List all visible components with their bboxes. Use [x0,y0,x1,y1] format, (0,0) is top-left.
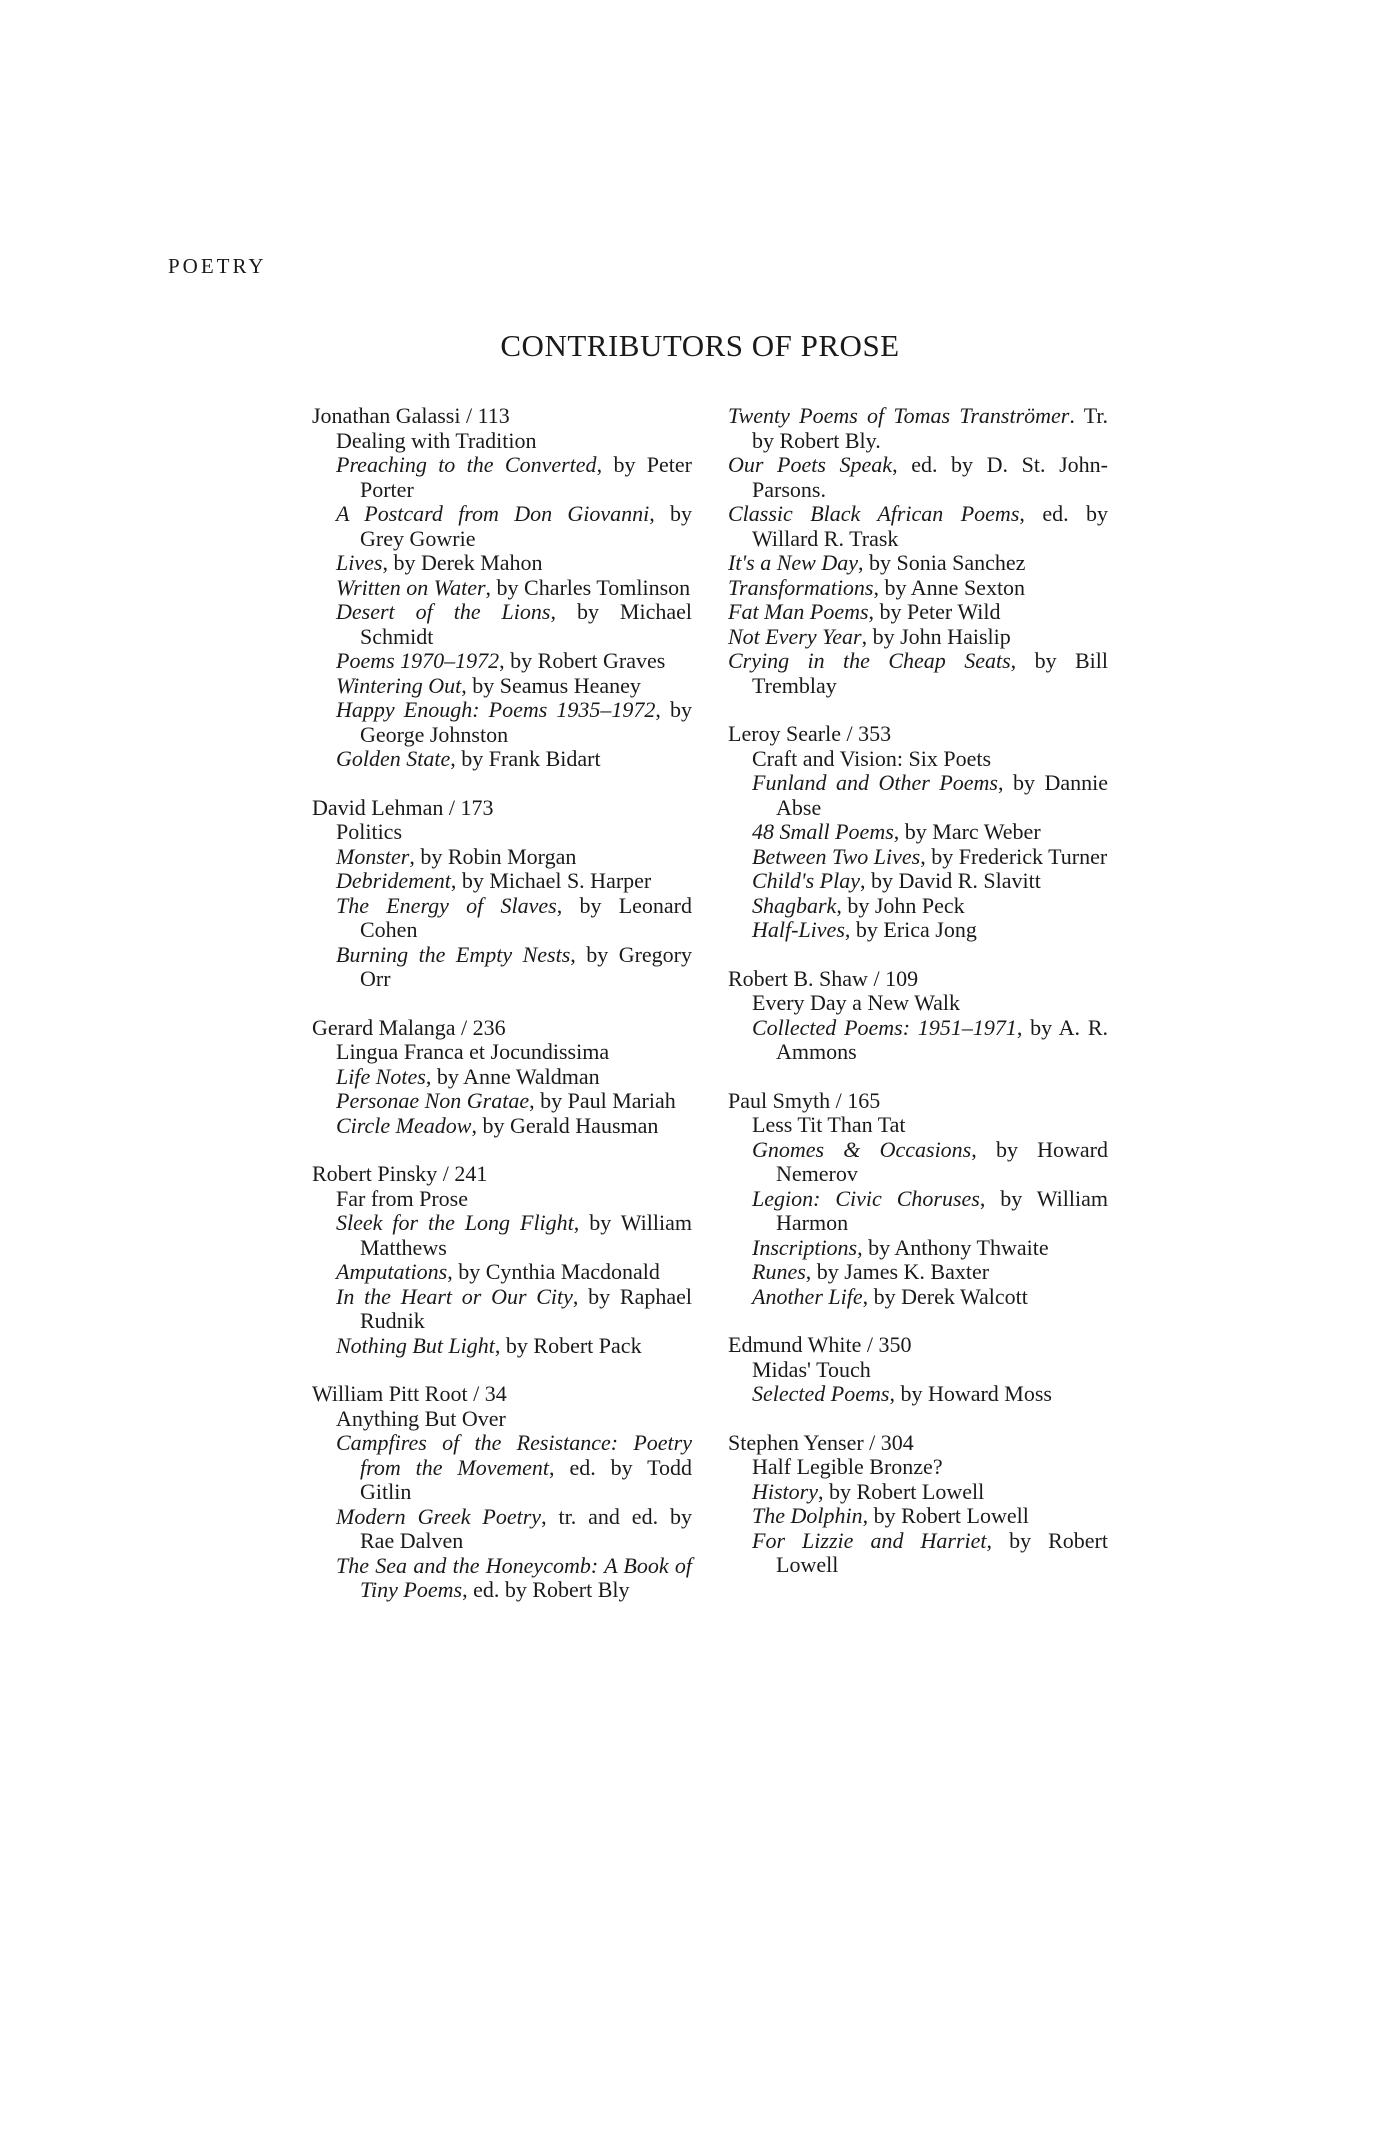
book-title: It's a New Day [728,550,858,575]
separator: , [485,574,497,600]
separator: , [529,1088,541,1113]
book-title: Transformations [728,574,874,600]
reviewed-book [336,576,692,601]
reviewed-book [336,869,692,894]
reviewed-book [336,1260,692,1285]
book-title: Legion: Civic Choruses [752,1185,980,1211]
book-credit: by David R. Slavitt [870,868,1041,893]
essay-title: Anything But Over [336,1405,506,1431]
separator: , [382,550,394,575]
reviewed-book [728,576,1108,601]
contributor-name: Leroy Searle [728,721,841,746]
page-number: 236 [472,1014,506,1040]
separator: , [805,1259,817,1284]
book-title: For Lizzie and Harriet [752,1527,987,1553]
book-credit: by Robert Lowell [829,1478,985,1504]
separator: , [862,1503,874,1528]
separator: , [889,1381,901,1406]
separator: , [893,819,905,844]
reviewed-book [728,600,1108,625]
book-credit: by Charles Tomlinson [496,574,691,600]
separator: . [1069,403,1084,428]
book-title: Crying in the Cheap Seats [728,648,1011,673]
reviewed-book [336,943,692,992]
contributor-name: David Lehman [312,794,444,820]
reviewed-book [752,1382,1108,1407]
reviewed-book [752,1138,1108,1187]
book-title: A Postcard from Don Giovanni [336,501,650,526]
book-title: Wintering Out [336,672,462,698]
contributor-heading: Edmund White / 350 [728,1332,912,1357]
book-credit: by Peter Wild [879,599,1001,624]
book-title: Life Notes [336,1063,426,1089]
book-credit: ed. by Willard R. Trask [752,501,1108,551]
page-number: 304 [880,1429,914,1455]
separator: , [572,1283,589,1309]
book-credit: ed. by Todd Gitlin [360,1454,692,1504]
book-credit: by Dannie Abse [776,770,1109,820]
reviewed-book [728,551,1108,576]
separator: , [1019,501,1043,526]
book-credit: by Derek Walcott [873,1283,1028,1309]
separator: , [655,697,670,722]
contributor-entry [728,404,1108,698]
reviewed-book [336,894,692,943]
book-credit: by Gregory Orr [360,941,693,991]
essay-title: Far from Prose [336,1185,468,1211]
contributor-entry [312,1016,692,1139]
separator: , [450,868,462,893]
reviewed-book [336,649,692,674]
reviewed-book [336,1505,692,1554]
book-credit: by James K. Baxter [816,1259,990,1284]
separator: , [873,574,885,600]
reviewed-book [336,1089,692,1114]
book-credit: by John Haislip [872,623,1011,649]
book-credit: by Anthony Thwaite [868,1234,1049,1260]
book-title: History [752,1478,818,1504]
book-credit: by Paul Mariah [540,1088,676,1113]
contributor-heading: Paul Smyth / 165 [728,1087,881,1113]
page-number: 353 [858,721,892,746]
essay-title: Dealing with Tradition [336,427,537,453]
page-number: 173 [460,794,494,820]
book-title: Sleek for the Long Flight [336,1210,574,1235]
book-credit: by Robert Graves [510,648,666,673]
separator: , [494,1332,506,1358]
book-title: Collected Poems: 1951–1971 [752,1014,1017,1040]
book-title: Modern Greek Poetry [336,1503,542,1529]
separator: , [573,1210,590,1235]
book-title: In the Heart or Our City [336,1283,573,1309]
book-credit: by Anne Waldman [436,1063,600,1089]
reviewed-book [752,820,1108,845]
book-title: Personae Non Gratae [336,1088,530,1113]
book-title: Nothing But Light [336,1332,495,1358]
reviewed-book [336,1211,692,1260]
separator: , [998,770,1013,795]
separator: , [971,1136,996,1162]
reviewed-book [752,845,1108,870]
page-number: 165 [847,1087,881,1113]
book-credit: by Robert Lowell [776,1527,1108,1577]
contributor-heading: Stephen Yenser / 304 [728,1429,914,1455]
reviewed-book [336,502,692,551]
separator: , [986,1527,1010,1553]
book-credit: by Howard Nemerov [776,1136,1108,1186]
reviewed-book [336,600,692,649]
reviewed-book [336,1114,692,1139]
book-credit: by Raphael Rudnik [360,1283,692,1333]
book-title: The Energy of Slaves [336,892,557,918]
book-title: Preaching to the Converted [336,452,597,477]
contributor-name: Gerard Malanga [312,1014,456,1040]
book-title: Another Life [752,1283,863,1309]
book-credit: by Gerald Hausman [482,1112,659,1138]
reviewed-book [752,1529,1108,1578]
book-title: Gnomes & Occasions [752,1136,972,1162]
reviewed-book [752,894,1108,919]
separator: , [868,599,880,624]
reviewed-book [752,771,1108,820]
book-title: Circle Meadow [336,1112,472,1138]
book-credit: by Cynthia Macdonald [458,1259,660,1284]
page-number: 109 [885,965,919,991]
essay-title: Half Legible Bronze? [752,1454,943,1479]
contributor-name: Edmund White [728,1332,862,1357]
book-credit: by Michael S. Harper [461,868,652,893]
separator: , [979,1185,1001,1211]
book-title: Golden State [336,746,451,771]
separator: , [649,501,670,526]
book-credit: by Peter Porter [360,452,693,502]
contributor-name: Jonathan Galassi [312,403,461,428]
page-number: 34 [484,1381,507,1406]
book-credit: by Grey Gowrie [360,501,692,551]
reviewed-book [752,869,1108,894]
contributor-entry [728,1333,1108,1407]
reviewed-book [336,1431,692,1505]
book-title: Half-Lives [752,917,845,942]
book-title: Selected Poems [752,1381,890,1406]
separator: , [596,452,614,477]
separator: , [920,843,932,869]
separator: , [556,892,580,918]
reviewed-book [752,918,1108,943]
left-column [312,404,692,1627]
separator: , [857,1234,869,1260]
separator: , [857,550,869,575]
page-number: 113 [477,403,510,428]
reviewed-book [336,1285,692,1334]
book-credit: by Robert Lowell [873,1503,1029,1528]
book-credit: by Howard Moss [900,1381,1052,1406]
book-credit: by Robert Pack [505,1332,642,1358]
separator: , [549,1454,570,1480]
separator: , [1010,648,1035,673]
separator: , [462,1577,474,1602]
book-title: Desert of the Lions [336,599,551,624]
separator: , [862,1283,874,1309]
book-credit: by Michael Schmidt [360,599,692,649]
book-credit: by William Harmon [776,1185,1108,1235]
book-credit: ed. by D. St. John-Parsons. [752,452,1109,502]
contributor-entry [728,722,1108,943]
book-title: Twenty Poems of Tomas Tranströmer [728,403,1070,428]
book-title: Runes [752,1259,806,1284]
separator: , [570,941,587,967]
book-title: 48 Small Poems [752,819,894,844]
book-credit: by George Johnston [360,697,692,747]
contributor-heading: William Pitt Root / 34 [312,1381,507,1406]
book-title: Written on Water [336,574,486,600]
reviewed-book [336,674,692,699]
separator: , [836,892,848,918]
right-column [728,404,1108,1602]
contributor-entry [728,967,1108,1065]
essay-title: Politics [336,819,403,844]
contributor-entry [312,1162,692,1358]
contributor-name: Robert Pinsky [312,1161,438,1186]
reviewed-book [336,1554,692,1603]
running-head: POETRY [168,254,267,278]
separator: , [499,648,511,673]
contributor-heading: Robert Pinsky / 241 [312,1161,488,1186]
contributor-entry [312,796,692,992]
book-credit: by Erica Jong [855,917,977,942]
book-title: Poems 1970–1972 [336,648,500,673]
essay-title: Midas' Touch [752,1356,871,1382]
essay-title: Less Tit Than Tat [752,1112,906,1137]
contributor-heading: Leroy Searle / 353 [728,721,892,746]
reviewed-book [336,698,692,747]
reviewed-book [728,625,1108,650]
book-credit: by Bill Tremblay [752,648,1109,698]
essay-title: Every Day a New Walk [752,990,960,1015]
book-credit: by Robin Morgan [420,843,577,869]
separator: , [1016,1014,1031,1040]
separator: , [541,1503,559,1529]
contributor-heading: Robert B. Shaw / 109 [728,965,919,991]
book-credit: ed. by Robert Bly [473,1577,630,1602]
separator: , [450,746,462,771]
separator: , [859,868,871,893]
book-credit: by Anne Sexton [884,574,1026,600]
reviewed-book [336,747,692,772]
book-credit: Tr. by Robert Bly. [752,403,1108,453]
reviewed-book [336,453,692,502]
separator: , [461,672,473,698]
page-number: 350 [878,1332,912,1357]
contributor-heading: Gerard Malanga / 236 [312,1014,506,1040]
book-credit: by Sonia Sanchez [868,550,1026,575]
book-title: Classic Black African Poems [728,501,1020,526]
reviewed-book [752,1236,1108,1261]
contributor-entry [728,1089,1108,1310]
book-title: Amputations [336,1259,448,1284]
contributor-entry [312,1382,692,1603]
contributor-heading: David Lehman / 173 [312,794,494,820]
book-title: Shagbark [752,892,837,918]
contributor-name: William Pitt Root [312,1381,468,1406]
contributor-entry [312,404,692,772]
separator: , [892,452,912,477]
separator: , [447,1259,459,1284]
reviewed-book [752,1016,1108,1065]
separator: , [550,599,577,624]
book-credit: by Frederick Turner [931,843,1108,869]
reviewed-book [752,1480,1108,1505]
separator: , [861,623,873,649]
essay-title: Craft and Vision: Six Poets [752,745,992,771]
book-title: Between Two Lives [752,843,921,869]
separator: , [425,1063,437,1089]
page-title: CONTRIBUTORS OF PROSE [500,328,900,363]
reviewed-book [752,1285,1108,1310]
reviewed-book [728,502,1108,551]
reviewed-book [752,1187,1108,1236]
reviewed-book [336,551,692,576]
book-title: Fat Man Poems [728,599,869,624]
book-credit: by Marc Weber [904,819,1041,844]
contributor-entry [728,1431,1108,1578]
separator: , [409,843,421,869]
book-title: Inscriptions [752,1234,858,1260]
book-title: Debridement [336,868,451,893]
book-credit: by William Matthews [360,1210,692,1260]
separator: , [844,917,856,942]
contributor-name: Robert B. Shaw [728,965,868,991]
book-title: The Dolphin [752,1503,863,1528]
reviewed-book [336,1334,692,1359]
reviewed-book [752,1504,1108,1529]
separator: , [471,1112,483,1138]
book-title: Campfires of the Resistance: Poetry from the Movement [336,1430,692,1480]
reviewed-book [752,1260,1108,1285]
book-credit: by John Peck [847,892,965,918]
book-credit: by Leonard Cohen [360,892,692,942]
book-credit: by Seamus Heaney [472,672,641,698]
page-number: 241 [454,1161,488,1186]
contributor-name: Paul Smyth [728,1087,831,1113]
book-title: The Sea and the Honeycomb: A Book of Tiny Poems [336,1552,692,1602]
separator: , [818,1478,829,1504]
reviewed-book [336,1065,692,1090]
book-title: Burning the Empty Nests [336,941,571,967]
book-credit: by Frank Bidart [461,746,601,771]
book-title: Happy Enough: Poems 1935–1972 [336,697,656,722]
book-title: Lives [336,550,383,575]
reviewed-book [728,649,1108,698]
book-title: Funland and Other Poems [752,770,998,795]
book-title: Not Every Year [728,623,862,649]
book-title: Child's Play [752,868,860,893]
reviewed-book [728,453,1108,502]
reviewed-book [728,404,1108,453]
reviewed-book [336,845,692,870]
book-credit: by A. R. Ammons [776,1014,1108,1064]
book-credit: tr. and ed. by Rae Dalven [360,1503,692,1553]
contributor-name: Stephen Yenser [728,1429,864,1455]
essay-title: Lingua Franca et Jocundissima [336,1039,610,1064]
book-title: Monster [336,843,410,869]
contributor-heading: Jonathan Galassi / 113 [312,403,510,428]
book-title: Our Poets Speak [728,452,893,477]
book-credit: by Derek Mahon [393,550,543,575]
